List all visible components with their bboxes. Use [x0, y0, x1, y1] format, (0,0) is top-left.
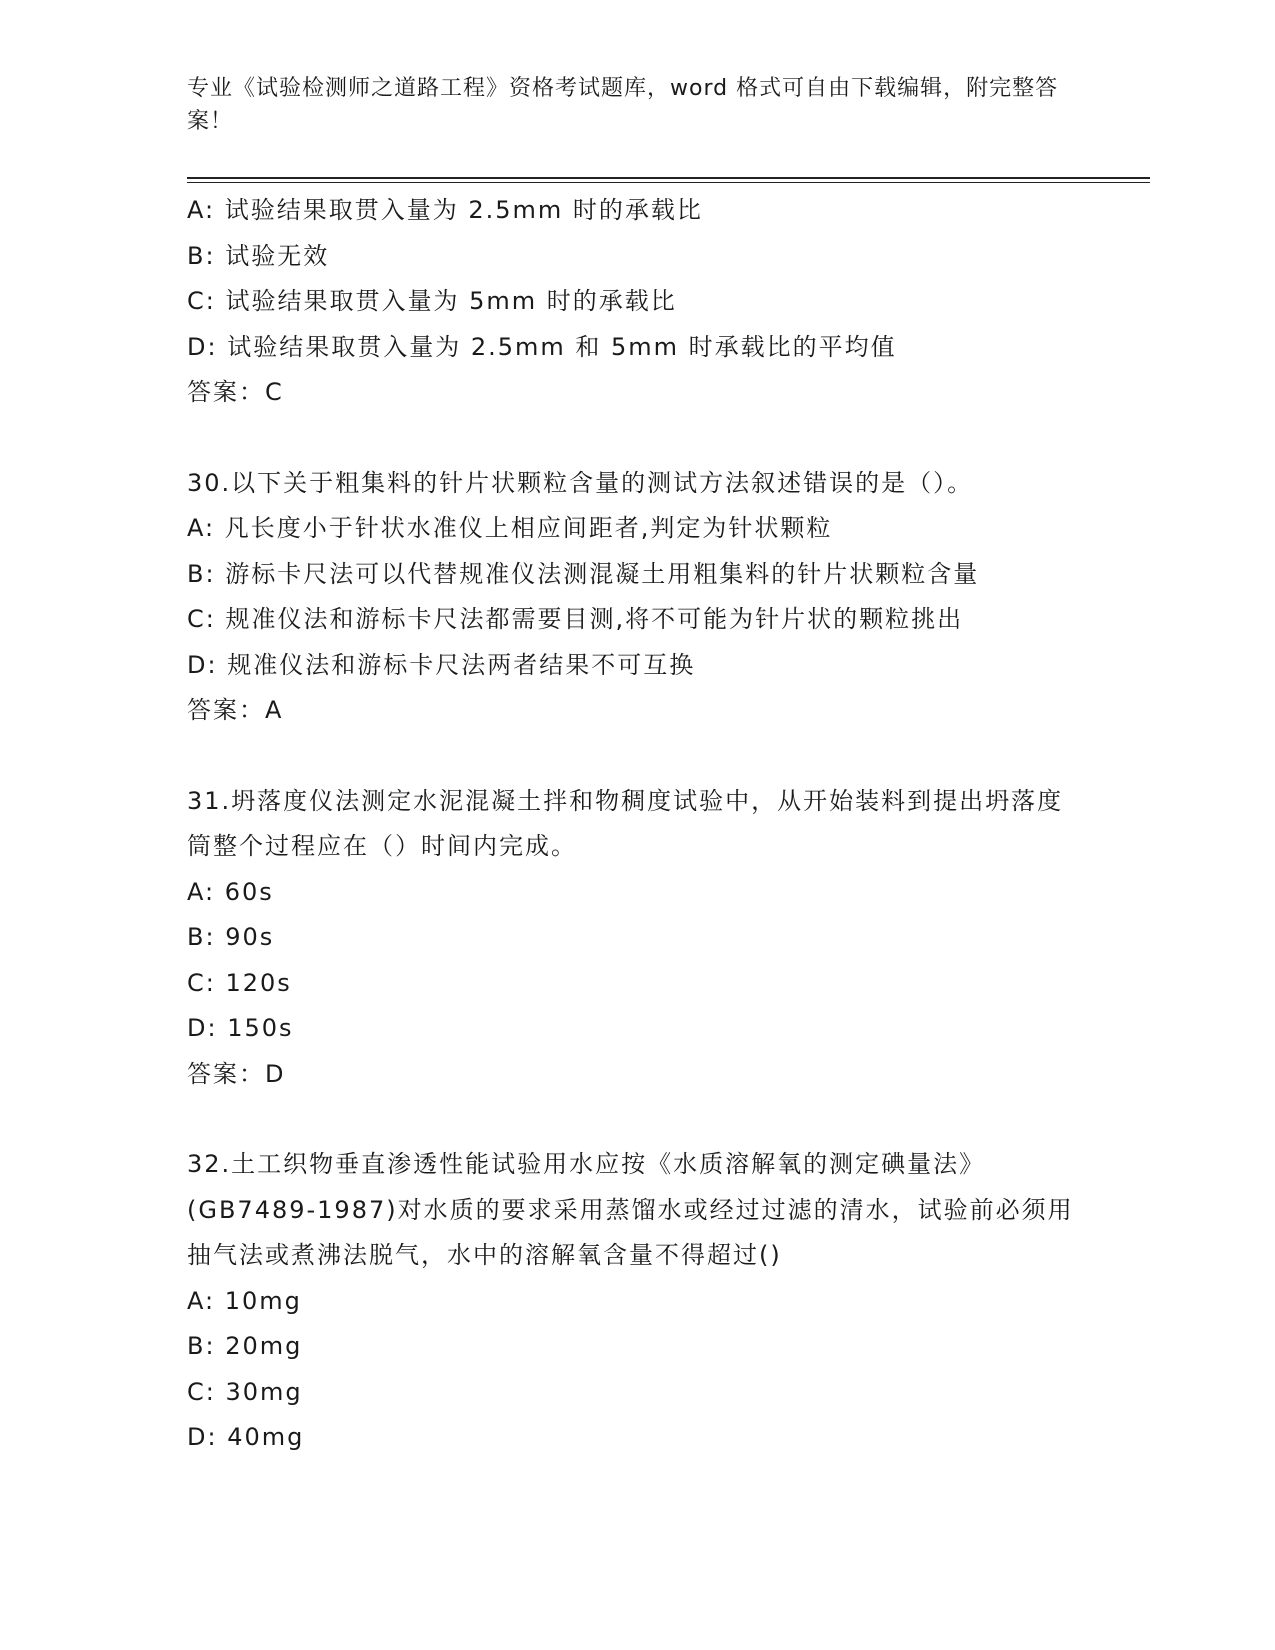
option-d: D: 规准仪法和游标卡尺法两者结果不可互换: [187, 650, 696, 679]
answer-line: 答案：D: [187, 1059, 286, 1088]
option-b: B: 90s: [187, 923, 275, 951]
question-stem: 30.以下关于粗集料的针片状颗粒含量的测试方法叙述错误的是（）。: [187, 468, 974, 497]
option-c: C: 规准仪法和游标卡尺法都需要目测,将不可能为针片状的颗粒挑出: [187, 605, 964, 633]
header-divider-thin: [187, 182, 1150, 183]
option-b: B: 20mg: [187, 1332, 303, 1360]
prev-question-block: [187, 188, 1087, 416]
header-divider-thick: [187, 177, 1150, 179]
answer-line: 答案：C: [187, 378, 284, 406]
question-30: [187, 461, 1087, 734]
question-content: [187, 188, 1087, 1461]
question-31: [187, 779, 1087, 1098]
option-b: B: 试验无效: [187, 241, 330, 270]
option-c: C: 30mg: [187, 1377, 303, 1406]
option-a: A: 10mg: [187, 1286, 302, 1315]
option-b: B: 游标卡尺法可以代替规准仪法测混凝土用粗集料的针片状颗粒含量: [187, 559, 980, 588]
option-d: D: 试验结果取贯入量为 2.5mm 和 5mm 时承载比的平均值: [187, 332, 897, 361]
question-32: [187, 1142, 1087, 1461]
option-c: C: 120s: [187, 968, 292, 997]
question-stem: 31.坍落度仪法测定水泥混凝土拌和物稠度试验中，从开始装料到提出坍落度筒整个过程应在（）时间内完成。: [187, 786, 1064, 860]
question-stem: 32.土工织物垂直渗透性能试验用水应按《水质溶解氧的测定碘量法》(GB7489-1987)对水质的要求采用蒸馏水或经过过滤的清水，试验前必须用抽气法或煮沸法脱气，水中的溶解氧含量不得超过(): [187, 1150, 1074, 1269]
option-a: A: 试验结果取贯入量为 2.5mm 时的承载比: [187, 196, 703, 224]
option-d: D: 150s: [187, 1014, 294, 1042]
option-a: A: 凡长度小于针状水准仪上相应间距者,判定为针状颗粒: [187, 514, 833, 542]
option-d: D: 40mg: [187, 1423, 305, 1451]
option-c: C: 试验结果取贯入量为 5mm 时的承载比: [187, 287, 677, 315]
option-a: A: 60s: [187, 877, 274, 906]
answer-line: 答案：A: [187, 696, 284, 724]
document-header: 专业《试验检测师之道路工程》资格考试题库，word 格式可自由下载编辑，附完整答案！: [187, 76, 1059, 134]
